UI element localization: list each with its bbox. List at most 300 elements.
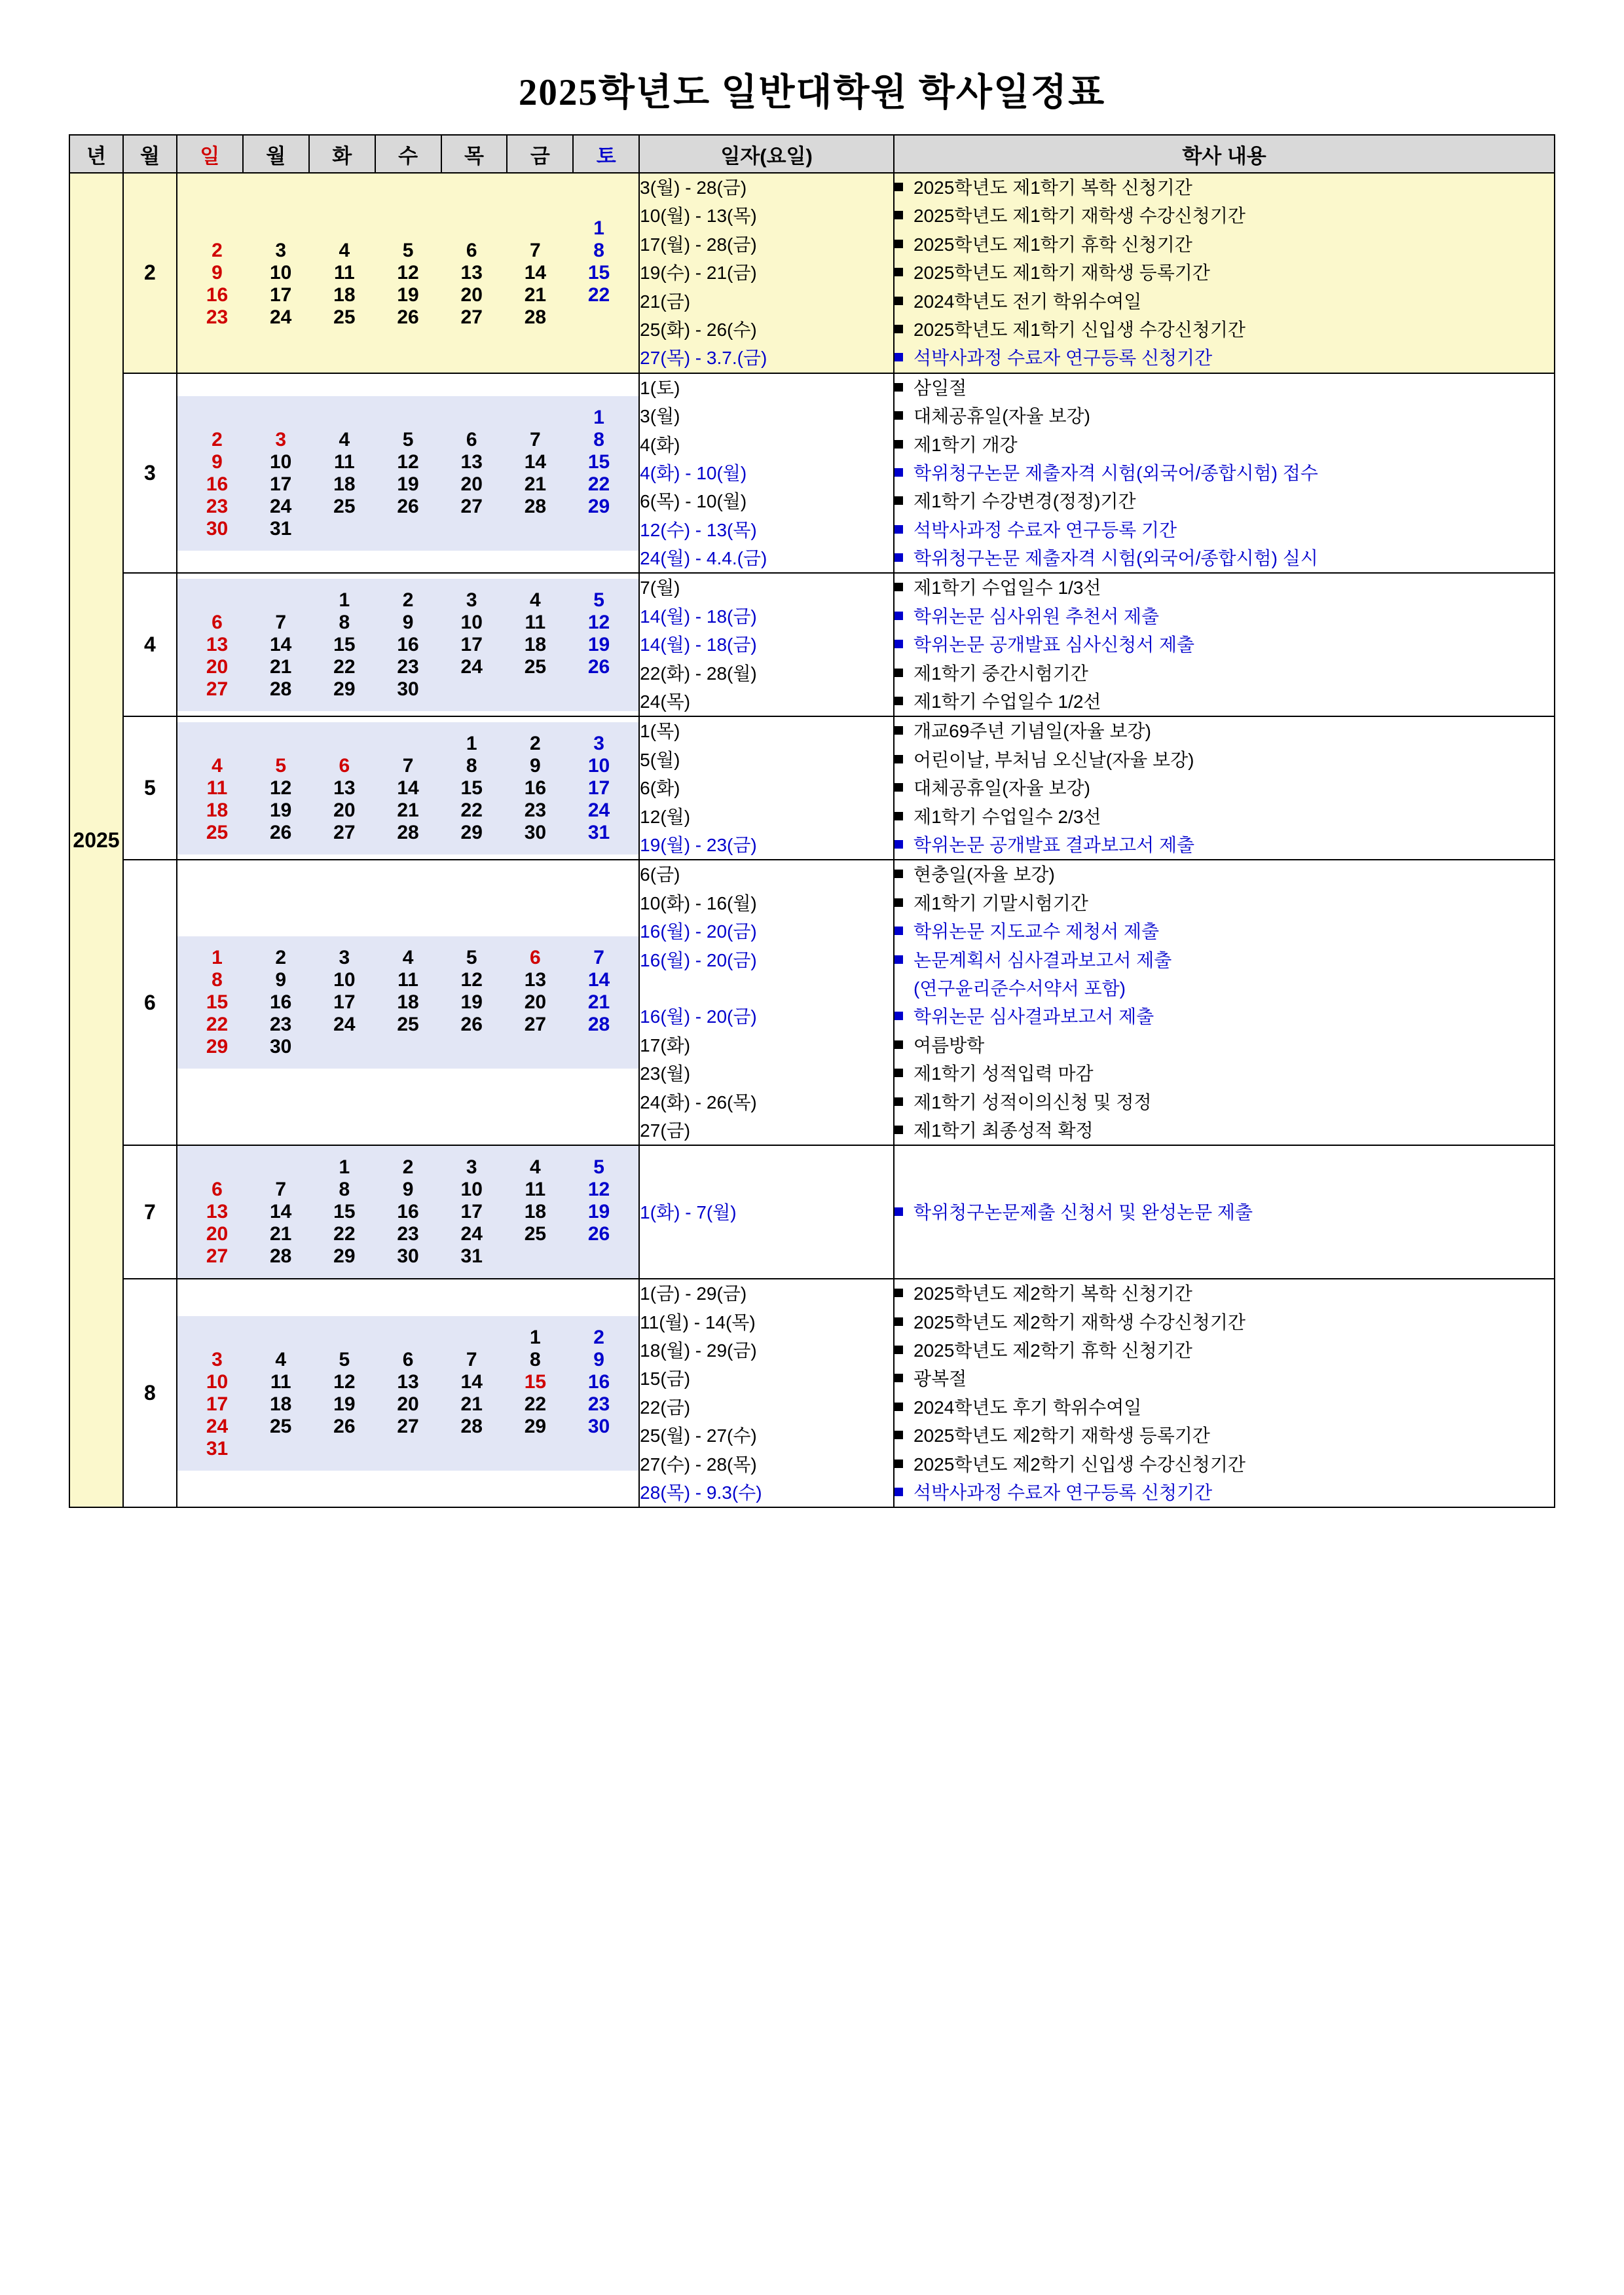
day-cell: 28: [270, 1245, 292, 1268]
date-list: [639, 373, 894, 574]
day-cell-empty: [249, 217, 312, 240]
bullet-icon: [895, 726, 903, 735]
bullet-icon: [895, 1289, 903, 1297]
event-entry: [895, 1422, 1554, 1450]
date-entry: 18(월) - 29(금): [640, 1340, 757, 1361]
event-entry: [895, 831, 1554, 859]
day-cell: 29: [333, 678, 356, 700]
day-cell-empty: [249, 1438, 312, 1460]
event-label: 2025학년도 제2학기 휴학 신청기간: [913, 1340, 1192, 1361]
day-cell: 17: [460, 1201, 483, 1223]
day-cell: 17: [270, 473, 292, 495]
day-cell: 19: [460, 991, 483, 1014]
day-cell: 21: [270, 1223, 292, 1245]
bullet-icon: [895, 325, 903, 333]
event-entry: [895, 746, 1554, 774]
day-cell-empty: [185, 217, 249, 240]
date-list: [639, 860, 894, 1145]
day-cell: 17: [249, 284, 312, 306]
event-entry: [895, 230, 1554, 259]
header-friday: 금: [507, 135, 573, 173]
bullet-icon: [895, 697, 903, 705]
bullet-icon: [895, 525, 903, 534]
day-cell: 1: [530, 1326, 541, 1348]
day-cell: 6: [339, 754, 350, 777]
academic-calendar-table: [69, 134, 1555, 1508]
date-entry: 19(월) - 23(금): [640, 834, 757, 855]
day-cell: 1: [466, 732, 477, 754]
day-cell: 15: [524, 1370, 547, 1393]
event-label: 2025학년도 제2학기 재학생 등록기간: [913, 1425, 1210, 1446]
day-cell: 13: [206, 1201, 229, 1223]
date-entry: 24(월) - 4.4.(금): [640, 548, 767, 569]
date-list: [639, 1279, 894, 1507]
date-entry: 5(월): [640, 749, 680, 770]
day-cell: 13: [460, 450, 483, 473]
day-cell: 19: [333, 1393, 356, 1415]
month-row: [69, 716, 1555, 860]
event-list: [894, 860, 1555, 1145]
day-cell: 12: [587, 1179, 610, 1201]
day-cell: 30: [270, 1036, 292, 1058]
day-cell: 13: [333, 777, 356, 799]
day-cell: 10: [270, 450, 292, 473]
day-cell-empty: [440, 407, 504, 429]
event-label: 제1학기 최종성적 확정: [913, 1120, 1094, 1141]
event-label: 학위청구논문 제출자격 시험(외국어/종합시험) 접수: [913, 462, 1318, 483]
event-label: 제1학기 수업일수 2/3선: [913, 806, 1101, 827]
day-cell: 4: [212, 754, 223, 777]
event-label: 2025학년도 제1학기 재학생 등록기간: [913, 263, 1210, 284]
date-entry: 6(목) - 10(월): [640, 491, 747, 512]
day-cell: 8: [339, 1179, 350, 1201]
week-row: [185, 496, 631, 518]
bullet-icon: [895, 468, 903, 477]
bullet-icon: [895, 1460, 903, 1468]
year-cell: 2025: [69, 173, 123, 1507]
event-entry: [895, 659, 1554, 688]
day-cell: 26: [587, 655, 610, 678]
event-label: 2025학년도 제1학기 휴학 신청기간: [913, 234, 1192, 255]
month-row: [69, 173, 1555, 373]
day-cell: 5: [275, 754, 287, 777]
day-cell-empty: [249, 1156, 312, 1179]
week-row: [185, 473, 631, 496]
date-entry: 11(월) - 14(목): [640, 1312, 756, 1332]
day-cell: 22: [333, 655, 356, 678]
week-row: [185, 755, 631, 777]
event-label: 개교69주년 기념일(자율 보강): [913, 721, 1151, 742]
day-cell: 28: [270, 678, 292, 700]
day-cell: 14: [524, 450, 547, 473]
bullet-icon: [895, 383, 903, 392]
day-cell: 12: [587, 611, 610, 633]
month-cell: 5: [123, 716, 177, 860]
day-cell: 1: [339, 589, 350, 611]
day-cell: 3: [339, 947, 350, 969]
month-cell: 6: [123, 860, 177, 1145]
day-cell: 7: [530, 428, 541, 450]
day-cell: 30: [587, 1415, 610, 1437]
event-label: 학위논문 심사결과보고서 제출: [913, 1006, 1154, 1027]
day-cell: 20: [460, 473, 483, 495]
day-cell: 27: [397, 1415, 419, 1437]
day-cell: 28: [524, 495, 547, 517]
day-cell: 2: [185, 240, 249, 262]
bullet-icon: [895, 669, 903, 677]
day-cell: 19: [587, 1201, 610, 1223]
month-row: [69, 373, 1555, 574]
day-cell: 12: [460, 969, 483, 991]
day-cell: 31: [587, 821, 610, 843]
week-row: [185, 777, 631, 799]
header-thursday: 목: [441, 135, 507, 173]
day-cell: 5: [402, 428, 414, 450]
week-row: [185, 1349, 631, 1371]
event-entry: [895, 774, 1554, 802]
day-cell: 7: [504, 240, 567, 262]
day-cell: 30: [524, 821, 547, 843]
event-entry: [895, 1365, 1554, 1393]
day-cell: 6: [440, 240, 504, 262]
day-cell-empty: [185, 733, 249, 755]
day-cell: 1: [593, 406, 604, 428]
day-cell-empty: [567, 678, 631, 701]
event-entry: [895, 717, 1554, 745]
bullet-icon: [895, 1488, 903, 1496]
day-cell: 5: [376, 240, 439, 262]
bullet-icon: [895, 1207, 903, 1216]
event-entry: [895, 974, 1554, 1002]
day-cell: 30: [397, 678, 419, 700]
week-row: [185, 1371, 631, 1393]
week-row: [185, 407, 631, 429]
event-label: 제1학기 성적입력 마감: [913, 1063, 1094, 1084]
week-row: [185, 1223, 631, 1245]
day-cell: 30: [397, 1245, 419, 1268]
day-cell: 14: [460, 1370, 483, 1393]
day-cell: 9: [275, 969, 287, 991]
day-cell: 24: [206, 1415, 229, 1437]
date-list: [639, 716, 894, 860]
day-cell: 8: [339, 611, 350, 633]
week-row: [185, 451, 631, 473]
month-day-grid: [177, 1145, 639, 1279]
bullet-icon: [895, 411, 903, 420]
day-cell: 10: [460, 611, 483, 633]
week-row: [185, 947, 631, 969]
day-cell: 10: [587, 754, 610, 777]
day-cell: 24: [460, 655, 483, 678]
event-entry: [895, 1336, 1554, 1365]
day-cell: 25: [524, 1223, 547, 1245]
week-row: [185, 1327, 631, 1349]
day-cell-empty: [504, 518, 567, 540]
day-cell: 27: [440, 306, 504, 329]
day-cell: 18: [333, 473, 356, 495]
month-cell: 8: [123, 1279, 177, 1507]
day-cell-empty: [440, 518, 504, 540]
date-entry: 15(금): [640, 1368, 691, 1389]
bullet-icon: [895, 1317, 903, 1326]
day-cell: 8: [593, 428, 604, 450]
day-cell-empty: [312, 217, 376, 240]
date-list: [639, 173, 894, 373]
event-entry: [895, 487, 1554, 515]
day-cell: 11: [270, 1370, 291, 1393]
day-cell: 8: [567, 240, 631, 262]
day-cell-empty: [249, 1327, 312, 1349]
day-cell: 19: [376, 284, 439, 306]
day-cell: 15: [460, 777, 483, 799]
week-row: [185, 733, 631, 755]
day-cell: 29: [333, 1245, 356, 1268]
date-entry: 16(월) - 20(금): [640, 1006, 757, 1027]
day-cell: 5: [466, 947, 477, 969]
month-row: [69, 1279, 1555, 1507]
day-cell: 3: [593, 732, 604, 754]
week-row: [185, 656, 631, 678]
header-date: 일자(요일): [639, 135, 894, 173]
event-list: [894, 1145, 1555, 1279]
event-entry: [895, 1059, 1554, 1088]
day-cell-empty: [312, 407, 376, 429]
day-cell: 16: [270, 991, 292, 1014]
date-entry: 24(화) - 26(목): [640, 1092, 757, 1112]
day-cell-empty: [376, 217, 439, 240]
header-sunday: 일: [177, 135, 243, 173]
day-cell: 11: [525, 611, 546, 633]
day-cell: 15: [587, 450, 610, 473]
day-cell: 11: [525, 1179, 546, 1201]
day-cell-empty: [249, 407, 312, 429]
day-cell: 25: [397, 1014, 419, 1036]
week-row: [185, 518, 631, 540]
day-cell: 18: [312, 284, 376, 306]
event-entry: [895, 344, 1554, 372]
date-entry: 3(월) - 28(금): [640, 177, 747, 198]
day-cell-empty: [567, 306, 631, 329]
bullet-icon: [895, 1403, 903, 1411]
event-label: 제1학기 수강변경(정정)기간: [913, 491, 1136, 512]
date-entry: 1(목): [640, 721, 680, 742]
month-row: [69, 573, 1555, 716]
day-cell: 26: [587, 1223, 610, 1245]
day-cell: 25: [270, 1415, 292, 1437]
event-entry: [895, 631, 1554, 659]
day-cell: 2: [275, 947, 287, 969]
day-cell: 22: [524, 1393, 547, 1415]
event-entry: [895, 259, 1554, 287]
day-cell-empty: [567, 518, 631, 540]
bullet-icon: [895, 640, 903, 648]
event-entry: [895, 1088, 1554, 1116]
day-cell: 15: [206, 991, 229, 1014]
event-label: 석박사과정 수료자 연구등록 기간: [913, 519, 1177, 540]
date-entry: 22(금): [640, 1397, 691, 1418]
event-entry: [895, 1002, 1554, 1031]
table-header-row: [69, 135, 1555, 173]
date-entry: 27(목) - 3.7.(금): [640, 348, 767, 369]
date-entry: 4(화) - 10(월): [640, 462, 747, 483]
day-cell-empty: [504, 1438, 567, 1460]
day-cell: 9: [402, 611, 414, 633]
day-cell: 8: [466, 754, 477, 777]
day-cell: 24: [333, 1014, 356, 1036]
date-entry: 25(화) - 26(수): [640, 319, 757, 340]
week-row: [185, 1156, 631, 1179]
day-cell: 11: [397, 969, 418, 991]
event-label: 대체공휴일(자율 보강): [913, 406, 1090, 427]
day-cell: 9: [212, 450, 223, 473]
day-cell: 31: [270, 517, 292, 540]
day-cell: 3: [275, 428, 287, 450]
day-cell: 14: [587, 969, 610, 991]
day-cell: 26: [376, 306, 439, 329]
date-entry: 28(목) - 9.3(수): [640, 1482, 762, 1503]
event-label: 학위청구논문 제출자격 시험(외국어/종합시험) 실시: [913, 548, 1318, 569]
day-cell: 6: [402, 1348, 414, 1370]
event-label: (연구윤리준수서약서 포함): [913, 978, 1126, 999]
day-cell: 6: [212, 611, 223, 633]
day-cell-empty: [567, 1036, 631, 1058]
day-cell: 16: [587, 1370, 610, 1393]
day-cell: 25: [333, 495, 356, 517]
day-cell-empty: [185, 589, 249, 612]
day-cell: 2: [593, 1326, 604, 1348]
day-cell: 30: [206, 517, 229, 540]
day-cell-empty: [376, 1036, 439, 1058]
day-cell: 21: [270, 655, 292, 678]
day-cell: 24: [270, 495, 292, 517]
date-entry: 17(월) - 28(금): [640, 234, 757, 255]
week-row: [185, 284, 631, 306]
event-label: 학위논문 지도교수 제청서 제출: [913, 921, 1159, 942]
date-entry: 17(화): [640, 1035, 691, 1056]
header-month: 월: [123, 135, 177, 173]
day-cell-empty: [376, 1327, 439, 1349]
event-entry: [895, 202, 1554, 230]
day-cell: 28: [504, 306, 567, 329]
header-tuesday: 화: [309, 135, 375, 173]
day-cell: 17: [333, 991, 356, 1014]
day-cell: 2: [530, 732, 541, 754]
bullet-icon: [895, 1346, 903, 1354]
day-cell: 3: [249, 240, 312, 262]
week-row: [185, 1416, 631, 1438]
day-cell: 25: [206, 821, 229, 843]
date-entry: 25(월) - 27(수): [640, 1425, 757, 1446]
day-cell: 7: [593, 947, 604, 969]
day-cell: 29: [206, 1036, 229, 1058]
day-cell: 5: [339, 1348, 350, 1370]
month-cell: 7: [123, 1145, 177, 1279]
day-cell-empty: [312, 733, 376, 755]
event-entry: [895, 374, 1554, 402]
day-cell: 10: [333, 969, 356, 991]
event-label: 2025학년도 제2학기 재학생 수강신청기간: [913, 1312, 1246, 1332]
week-row: [185, 634, 631, 656]
day-cell: 18: [206, 799, 229, 821]
day-cell: 27: [333, 821, 356, 843]
day-cell-empty: [504, 1245, 567, 1268]
event-entry: [895, 860, 1554, 889]
date-entry: 10(월) - 13(목): [640, 206, 757, 227]
event-label: 학위청구논문제출 신청서 및 완성논문 제출: [913, 1202, 1253, 1222]
day-cell: 3: [212, 1348, 223, 1370]
event-label: 석박사과정 수료자 연구등록 신청기간: [913, 348, 1213, 369]
date-entry: 14(월) - 18(금): [640, 634, 757, 655]
day-cell-empty: [567, 1438, 631, 1460]
date-entry: 12(수) - 13(목): [640, 519, 757, 540]
day-cell: 4: [312, 240, 376, 262]
day-cell: 8: [530, 1348, 541, 1370]
event-label: 석박사과정 수료자 연구등록 신청기간: [913, 1482, 1213, 1503]
day-cell: 23: [587, 1393, 610, 1415]
day-cell: 18: [524, 1201, 547, 1223]
bullet-icon: [895, 240, 903, 248]
day-cell: 14: [270, 633, 292, 655]
day-cell: 22: [333, 1223, 356, 1245]
day-cell: 12: [333, 1370, 356, 1393]
bullet-icon: [895, 898, 903, 907]
week-row: [185, 429, 631, 451]
bullet-icon: [895, 1374, 903, 1382]
week-row: [185, 1438, 631, 1460]
day-cell: 10: [206, 1370, 229, 1393]
date-entry: 6(화): [640, 778, 680, 799]
event-label: 학위논문 공개발표 결과보고서 제출: [913, 834, 1195, 855]
day-cell: 17: [206, 1393, 229, 1415]
day-cell: 15: [333, 633, 356, 655]
event-label: 어린이날, 부처님 오신날(자율 보강): [913, 749, 1194, 770]
week-row: [185, 1393, 631, 1416]
month-cell: 4: [123, 573, 177, 716]
day-cell-empty: [440, 1327, 504, 1349]
week-row: [185, 217, 631, 240]
event-list: [894, 573, 1555, 716]
day-cell: 1: [567, 217, 631, 240]
event-entry: [895, 946, 1554, 974]
day-cell: 12: [376, 262, 439, 284]
day-cell-empty: [312, 1438, 376, 1460]
bullet-icon: [895, 812, 903, 820]
event-list: [894, 716, 1555, 860]
day-cell: 17: [587, 777, 610, 799]
day-cell: 19: [270, 799, 292, 821]
event-entry: [895, 1279, 1554, 1308]
date-entry: 3(월): [640, 406, 680, 427]
day-cell: 26: [397, 495, 419, 517]
day-cell: 11: [312, 262, 376, 284]
day-cell: 14: [397, 777, 419, 799]
event-label: 삼일절: [913, 377, 967, 398]
day-cell: 27: [206, 678, 229, 700]
bullet-icon: [895, 755, 903, 763]
day-cell: 31: [460, 1245, 483, 1268]
day-cell: 1: [212, 947, 223, 969]
bullet-icon: [895, 840, 903, 849]
date-entry: 23(월): [640, 1063, 691, 1084]
date-entry: 12(월): [640, 806, 691, 827]
event-label: 제1학기 기말시험기간: [913, 892, 1088, 913]
day-cell: 26: [333, 1415, 356, 1437]
day-cell: 17: [460, 633, 483, 655]
event-entry: [895, 917, 1554, 946]
header-content: 학사 내용: [894, 135, 1555, 173]
day-cell: 21: [504, 284, 567, 306]
day-cell: 9: [185, 262, 249, 284]
